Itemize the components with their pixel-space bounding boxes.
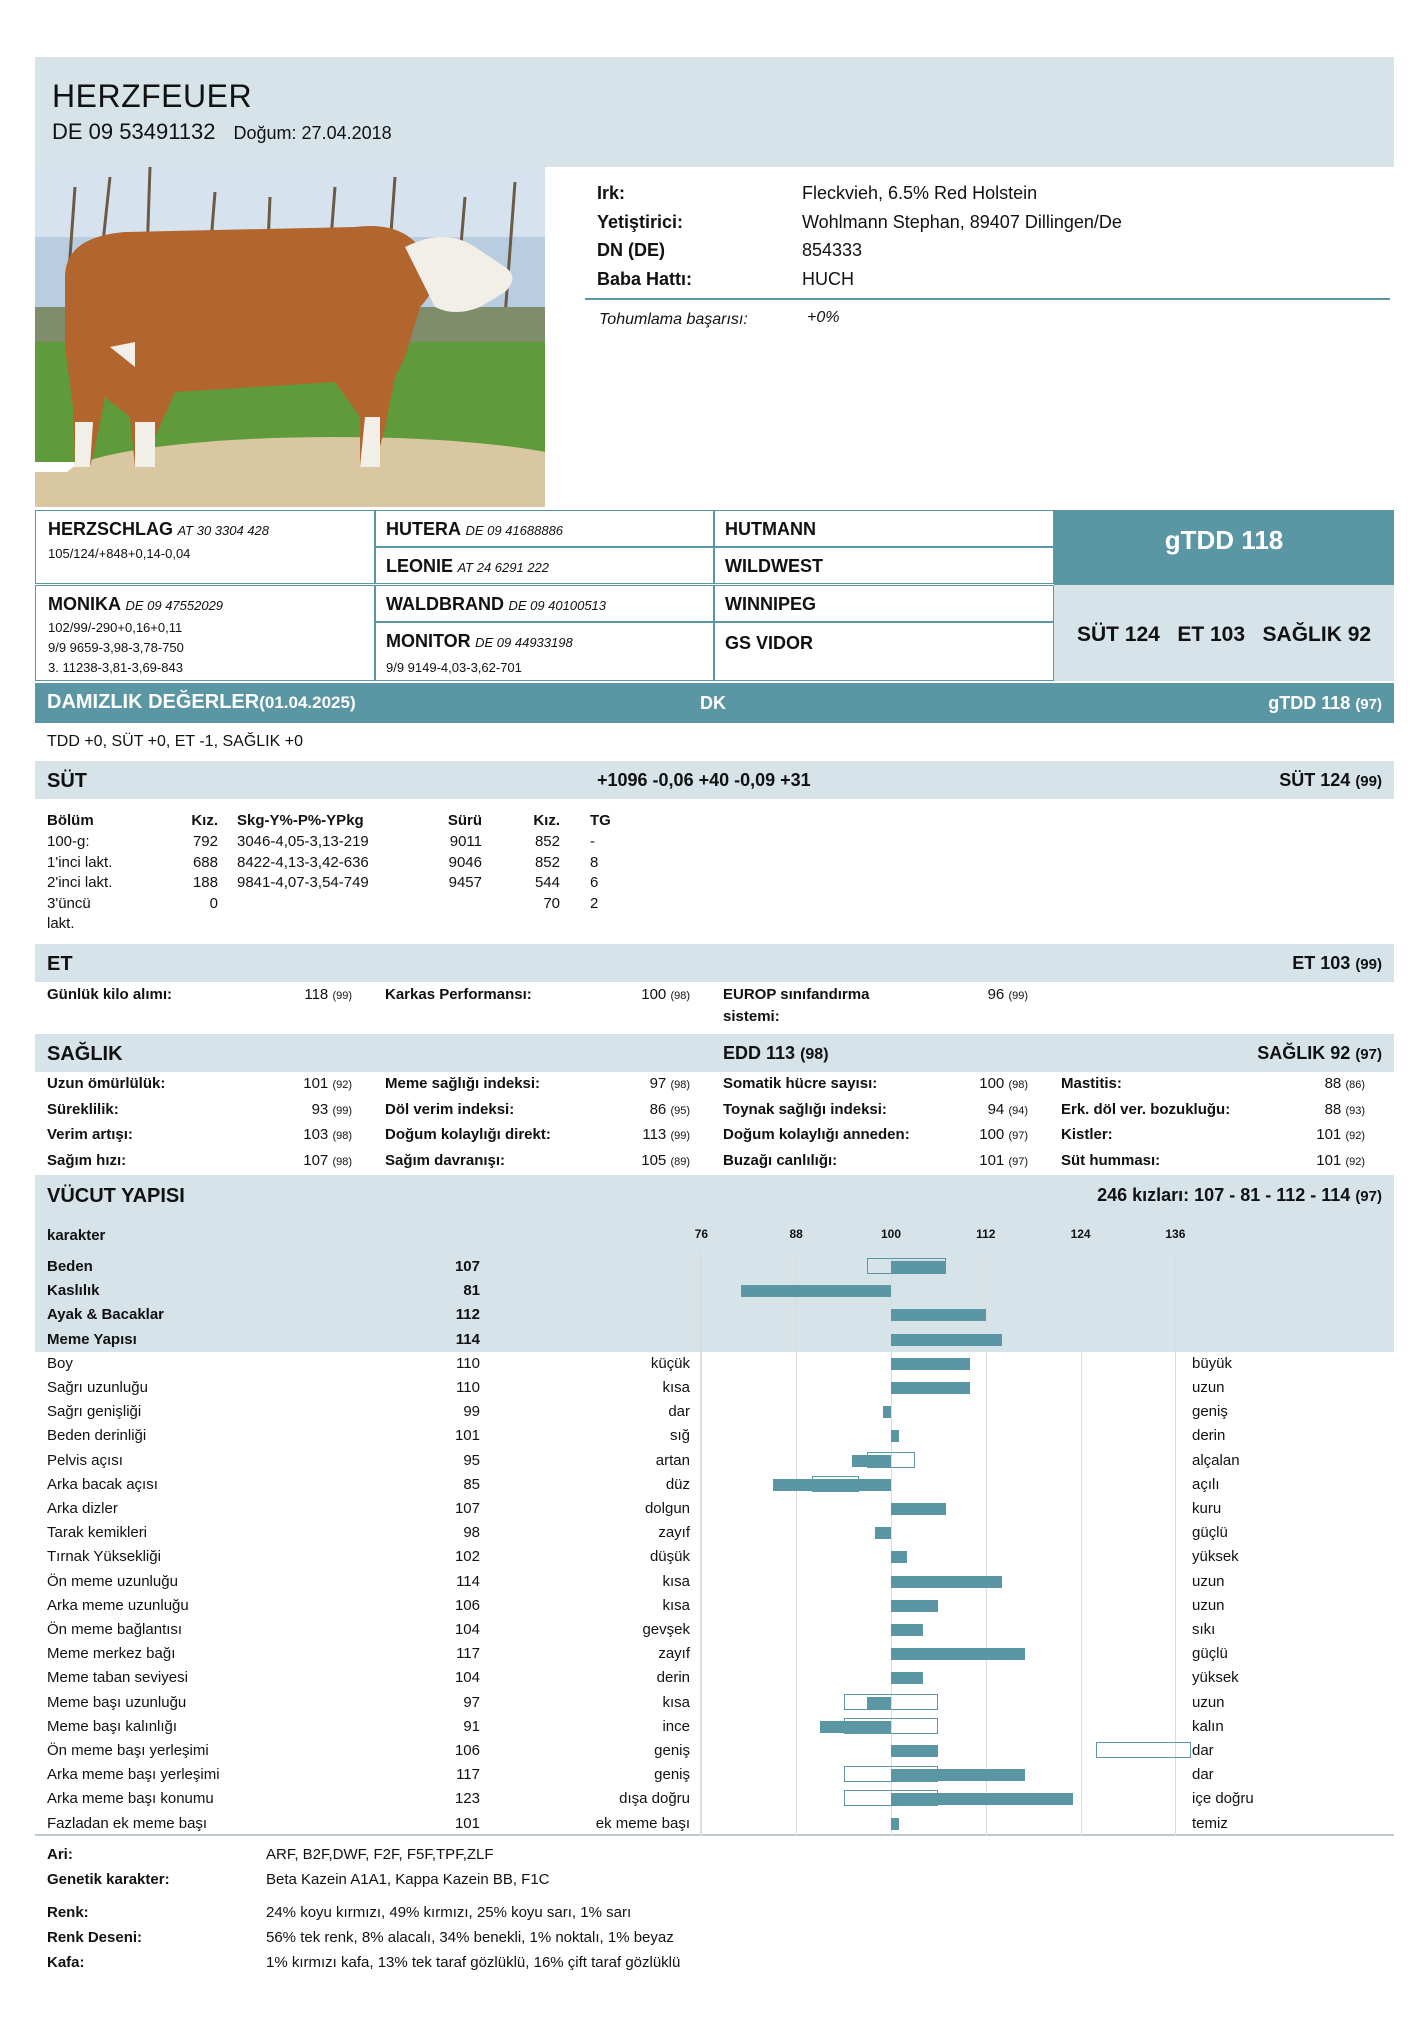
- breeder-value: Wohlmann Stephan, 89407 Dillingen/De: [802, 212, 1122, 232]
- trait-right-pole: temiz: [1192, 1814, 1228, 1832]
- health-value: 113 (99): [642, 1126, 690, 1143]
- summary-box: [1054, 585, 1394, 681]
- health-label: Kistler:: [1061, 1126, 1113, 1143]
- dss-name: WINNIPEG: [725, 594, 817, 614]
- health-value: 94 (94): [987, 1100, 1028, 1118]
- dam-line-1: 102/99/-290+0,16+0,11: [48, 620, 183, 635]
- trait-bar: [741, 1285, 891, 1297]
- health-label: Mastitis:: [1061, 1075, 1122, 1092]
- health-label: Meme sağlığı indeksi:: [385, 1075, 541, 1092]
- trait-right-pole: içe doğru: [1192, 1790, 1254, 1808]
- health-label: Uzun ömürlülük:: [47, 1075, 166, 1092]
- health-label: Toynak sağlığı indeksi:: [723, 1100, 887, 1118]
- trait-name: Arka dizler: [47, 1500, 118, 1517]
- breeding-changes: TDD +0, SÜT +0, ET -1, SAĞLIK +0: [47, 733, 303, 750]
- pedigree-sds: [714, 547, 1054, 584]
- trait-right-pole: sıkı: [1192, 1621, 1216, 1638]
- trait-right-pole: derin: [1192, 1427, 1226, 1445]
- pedigree-dds: [714, 622, 1054, 681]
- trait-name: Meme merkez bağı: [47, 1645, 176, 1663]
- trait-right-pole: dar: [1192, 1766, 1214, 1784]
- sd-name: LEONIE: [386, 556, 454, 576]
- sds-name: WILDWEST: [725, 556, 823, 576]
- trait-dam-range: [844, 1718, 939, 1734]
- health-band: [35, 1034, 1394, 1072]
- milk-cell: 1'inci lakt.: [47, 853, 113, 871]
- health-value: 93 (99): [311, 1100, 352, 1118]
- trait-bar: [891, 1672, 923, 1684]
- milk-cell: 852: [534, 833, 560, 850]
- health-label: Buzağı canlılığı:: [723, 1151, 838, 1169]
- trait-bar: [891, 1745, 938, 1757]
- milk-cell: 100-g:: [47, 833, 90, 850]
- trait-value: 117: [456, 1766, 480, 1784]
- milk-cell: 9046: [448, 853, 482, 871]
- conformation-title: VÜCUT YAPISI: [47, 1185, 185, 1207]
- milk-cell: 9457: [448, 874, 482, 891]
- ds-reg: DE 09 40100513: [508, 598, 607, 613]
- breed-label: Irk:: [597, 183, 626, 203]
- trait-left-pole: kısa: [662, 1379, 690, 1396]
- dn-value: 854333: [802, 240, 863, 260]
- health-label: Döl verim indeksi:: [385, 1100, 515, 1118]
- trait-bar: [891, 1358, 970, 1370]
- health-label: Verim artışı:: [47, 1126, 133, 1143]
- trait-value: 114: [456, 1572, 480, 1590]
- beef-europ-value: 96 (99): [987, 986, 1028, 1003]
- trait-value: 104: [454, 1669, 480, 1687]
- trait-value: 106: [454, 1742, 480, 1759]
- milk-col-header: TG: [590, 812, 611, 829]
- milk-cell: 792: [192, 833, 218, 850]
- trait-name: Kaslılık: [47, 1282, 100, 1300]
- trait-name: Ön meme başı yerleşimi: [47, 1742, 209, 1759]
- dam-line-3: 3. 11238-3,81-3,69-843: [48, 660, 183, 675]
- trait-bar: [891, 1382, 970, 1394]
- breeding-gtdd-rel: (97): [1355, 696, 1382, 713]
- trait-dam-range: [812, 1476, 859, 1492]
- footer-label: Renk Deseni:: [47, 1929, 143, 1946]
- milk-cell: 9841-4,07-3,54-749: [237, 874, 369, 891]
- trait-name: Arka meme başı konumu: [47, 1790, 214, 1808]
- health-value: 101 (92): [303, 1075, 352, 1092]
- milk-cell: -: [590, 833, 595, 850]
- animal-name: HERZFEUER: [52, 78, 253, 114]
- health-index: SAĞLIK 92: [1257, 1043, 1351, 1063]
- trait-left-pole: geniş: [654, 1742, 690, 1759]
- health-value: 105 (89): [641, 1151, 690, 1169]
- daughters-summary-rel: (97): [1355, 1188, 1382, 1205]
- pedigree-ds: [375, 585, 714, 622]
- beef-index-rel: (99): [1355, 956, 1382, 973]
- beef-daily-gain-label: Günlük kilo alımı:: [47, 986, 173, 1003]
- trait-right-pole: dar: [1192, 1742, 1214, 1759]
- footer-value: ARF, B2F,DWF, F2F, F5F,TPF,ZLF: [266, 1846, 494, 1863]
- milk-col-header: Bölüm: [47, 812, 94, 829]
- summary-values: SÜT 124 ET 103 SAĞLIK 92: [1076, 623, 1372, 646]
- health-label: Süt humması:: [1061, 1151, 1161, 1169]
- dam-reg: DE 09 47552029: [125, 598, 224, 613]
- trait-left-pole: sığ: [669, 1427, 690, 1445]
- milk-cell: 8: [590, 853, 599, 871]
- health-value: 100 (97): [979, 1126, 1028, 1143]
- trait-value: 97: [463, 1693, 480, 1711]
- trait-dam-range: [844, 1694, 939, 1710]
- trait-left-pole: dışa doğru: [619, 1790, 690, 1808]
- trait-bar: [891, 1551, 907, 1563]
- trait-bar: [891, 1576, 1002, 1588]
- trait-name: Beden: [47, 1258, 93, 1275]
- scale-tick-label: 124: [1070, 1227, 1091, 1241]
- trait-value: 101: [454, 1814, 480, 1832]
- reg-number: DE 09 53491132: [52, 119, 216, 144]
- trait-right-pole: geniş: [1192, 1403, 1228, 1421]
- info-divider: [585, 298, 1390, 300]
- health-index-rel: (97): [1355, 1046, 1382, 1063]
- trait-value: 107: [454, 1258, 480, 1275]
- daughters-summary: 246 kızları: 107 - 81 - 112 - 114: [1097, 1185, 1351, 1205]
- health-title: SAĞLIK: [47, 1043, 123, 1065]
- trait-bar: [875, 1527, 891, 1539]
- health-value: 100 (98): [979, 1075, 1028, 1092]
- insemination-label: Tohumlama başarısı:: [599, 311, 748, 328]
- trait-dam-range: [844, 1790, 939, 1806]
- milk-cell: 8422-4,13-3,42-636: [237, 853, 369, 871]
- trait-left-pole: artan: [655, 1451, 690, 1469]
- trait-name: Meme başı kalınlığı: [47, 1717, 178, 1735]
- beef-carcass-label: Karkas Performansı:: [385, 986, 532, 1003]
- pedigree-dss: [714, 585, 1054, 622]
- trait-value: 107: [454, 1500, 480, 1517]
- trait-left-pole: ek meme başı: [595, 1814, 690, 1832]
- milk-cell: 3'üncü: [47, 894, 91, 912]
- trait-right-pole: uzun: [1192, 1572, 1225, 1590]
- breeding-band: [35, 683, 1394, 723]
- trait-name: Meme taban seviyesi: [47, 1669, 188, 1687]
- milk-cell: 188: [192, 874, 218, 891]
- pedigree-ss: [375, 510, 714, 547]
- trait-left-pole: geniş: [654, 1766, 690, 1784]
- scale-tick-label: 100: [880, 1227, 902, 1241]
- health-label: Somatik hücre sayısı:: [723, 1075, 878, 1092]
- animal-reg: [52, 119, 392, 145]
- breeding-gtdd: gTDD 118: [1268, 693, 1351, 713]
- trait-right-pole: kalın: [1192, 1717, 1224, 1735]
- health-label: Süreklilik:: [47, 1100, 119, 1118]
- breed-value: Fleckvieh, 6.5% Red Holstein: [802, 183, 1038, 203]
- trait-name: Sağrı uzunluğu: [47, 1379, 148, 1396]
- trait-bar: [891, 1600, 938, 1612]
- trait-left-pole: düşük: [649, 1548, 690, 1566]
- trait-value: 104: [454, 1621, 480, 1638]
- health-label: Doğum kolaylığı direkt:: [385, 1126, 551, 1143]
- scale-tick-label: 88: [789, 1227, 803, 1241]
- dd-name: MONITOR: [386, 631, 471, 651]
- beef-carcass-value: 100 (98): [641, 986, 690, 1003]
- trait-left-pole: kısa: [662, 1572, 690, 1590]
- trait-left-pole: dolgun: [644, 1500, 690, 1517]
- trait-bar: [891, 1624, 923, 1636]
- trait-name: Sağrı genişliği: [47, 1403, 142, 1421]
- composite-band: [35, 1255, 1394, 1352]
- trait-right-pole: yüksek: [1192, 1548, 1239, 1566]
- trait-value: 117: [456, 1645, 480, 1663]
- trait-right-pole: açılı: [1192, 1475, 1220, 1493]
- trait-name: Fazladan ek meme başı: [47, 1814, 208, 1832]
- footer-value: 24% koyu kırmızı, 49% kırmızı, 25% koyu sarı, 1% sarı: [266, 1904, 632, 1921]
- ds-name: WALDBRAND: [386, 594, 504, 614]
- birth-date: Doğum: 27.04.2018: [233, 123, 392, 143]
- trait-name: Ön meme uzunluğu: [47, 1572, 178, 1590]
- milk-row-cont: lakt.: [47, 915, 75, 932]
- milk-col-header: Kız.: [191, 812, 218, 829]
- trait-value: 91: [463, 1717, 480, 1735]
- trait-right-pole: uzun: [1192, 1693, 1225, 1711]
- health-value: 88 (86): [1324, 1075, 1365, 1092]
- footer-value: Beta Kazein A1A1, Kappa Kazein BB, F1C: [266, 1871, 550, 1888]
- breeding-title: DAMIZLIK DEĞERLER: [47, 691, 260, 713]
- milk-col-header: Sürü: [447, 812, 482, 829]
- trait-name: Pelvis açısı: [47, 1451, 123, 1469]
- trait-name: Meme Yapısı: [47, 1330, 137, 1348]
- milk-cell: 2: [590, 894, 599, 912]
- trait-name: Ayak & Bacaklar: [47, 1306, 165, 1324]
- milk-index-rel: (99): [1355, 773, 1382, 790]
- sire-name: HERZSCHLAG: [48, 519, 173, 539]
- chart-border-line: [700, 1250, 701, 1836]
- scale-gridline: [701, 1250, 702, 1836]
- health-value: 107 (98): [303, 1151, 352, 1169]
- health-value: 103 (98): [303, 1126, 352, 1143]
- trait-value: 102: [454, 1548, 480, 1566]
- trait-value: 99: [463, 1403, 480, 1421]
- beef-title: ET: [47, 953, 73, 975]
- beef-europ-label: EUROP sınıfandırma: [723, 986, 870, 1003]
- sd-reg: AT 24 6291 222: [457, 560, 550, 575]
- trait-bar: [891, 1430, 899, 1442]
- trait-dam-range: [844, 1766, 939, 1782]
- trait-right-pole: büyük: [1192, 1354, 1233, 1372]
- ss-reg: DE 09 41688886: [465, 523, 564, 538]
- dd-line: 9/9 9149-4,03-3,62-701: [386, 660, 522, 675]
- dds-name: GS VIDOR: [725, 633, 814, 653]
- gtdd-value: gTDD 118: [1164, 525, 1284, 555]
- insemination-value: +0%: [807, 309, 840, 326]
- pedigree-dam: [35, 585, 375, 681]
- milk-center: +1096 -0,06 +40 -0,09 +31: [597, 770, 811, 790]
- breeding-date: (01.04.2025): [259, 693, 356, 712]
- trait-bar: [891, 1334, 1002, 1346]
- trait-name: Tarak kemikleri: [47, 1524, 148, 1542]
- breeder-label: Yetiştirici:: [597, 212, 684, 232]
- health-label: Doğum kolaylığı anneden:: [723, 1126, 910, 1143]
- breeding-center: DK: [700, 693, 726, 713]
- ss-name: HUTERA: [386, 519, 461, 539]
- trait-value: 106: [454, 1596, 480, 1614]
- beef-band: [35, 944, 1394, 982]
- trait-name: Arka meme başı yerleşimi: [47, 1766, 220, 1784]
- trait-value: 123: [454, 1790, 480, 1808]
- milk-cell: 2'inci lakt.: [47, 874, 113, 891]
- pedigree-sire: [35, 510, 375, 584]
- trait-right-pole: kuru: [1192, 1500, 1222, 1517]
- dam-line-2: 9/9 9659-3,98-3,78-750: [48, 640, 184, 655]
- trait-right-pole: yüksek: [1192, 1669, 1239, 1687]
- milk-title: SÜT: [47, 770, 87, 792]
- conformation-band: [35, 1175, 1394, 1215]
- health-value: 101 (92): [1316, 1151, 1365, 1169]
- trait-value: 81: [463, 1282, 480, 1300]
- milk-cell: 70: [543, 894, 560, 912]
- trait-dam-range: [867, 1258, 946, 1274]
- pedigree-sd: [375, 547, 714, 584]
- trait-right-pole: alçalan: [1192, 1451, 1240, 1469]
- milk-index: SÜT 124: [1279, 770, 1351, 790]
- health-value: 97 (98): [649, 1075, 690, 1092]
- health-label: Sağım davranışı:: [385, 1151, 506, 1169]
- trait-value: 101: [454, 1427, 480, 1445]
- pedigree-dd: [375, 622, 714, 681]
- footer-divider: [35, 1834, 1394, 1836]
- trait-dam-range: [867, 1452, 914, 1468]
- beef-daily-gain-value: 118 (99): [304, 986, 352, 1003]
- sire-line-value: HUCH: [802, 269, 854, 289]
- health-value: 101 (97): [979, 1151, 1028, 1169]
- sire-reg: AT 30 3304 428: [177, 523, 270, 538]
- dn-label: DN (DE): [597, 240, 665, 260]
- trait-right-pole: uzun: [1192, 1379, 1225, 1396]
- milk-cell: 9011: [449, 833, 482, 850]
- trait-value: 114: [455, 1330, 480, 1348]
- trait-right-pole: uzun: [1192, 1596, 1225, 1614]
- trait-left-pole: gevşek: [642, 1621, 690, 1638]
- milk-col-header: Skg-Y%-P%-YPkg: [237, 812, 364, 829]
- trait-name: Arka meme uzunluğu: [47, 1596, 189, 1614]
- trait-name: Arka bacak açısı: [47, 1475, 158, 1493]
- milk-cell: 3046-4,05-3,13-219: [237, 833, 369, 850]
- beef-index: ET 103: [1292, 953, 1351, 973]
- health-value: 86 (95): [649, 1100, 690, 1118]
- health-edd: EDD 113: [723, 1043, 796, 1063]
- footer-value: 1% kırmızı kafa, 13% tek taraf gözlüklü, 16% çift taraf gözlüklü: [266, 1954, 681, 1971]
- trait-left-pole: kısa: [662, 1693, 690, 1711]
- trait-name: Meme başı uzunluğu: [47, 1693, 187, 1711]
- footer-label: Renk:: [47, 1904, 89, 1921]
- trait-bar: [883, 1406, 891, 1418]
- milk-col-header: Kız.: [533, 812, 560, 829]
- trait-value: 110: [456, 1354, 480, 1372]
- pedigree-sss: [714, 510, 1054, 547]
- trait-value: 110: [456, 1379, 480, 1396]
- trait-right-pole: güçlü: [1192, 1645, 1228, 1663]
- footer-label: Genetik karakter:: [47, 1871, 170, 1888]
- milk-cell: 688: [192, 853, 218, 871]
- dd-reg: DE 09 44933198: [475, 635, 573, 650]
- sire-line: 105/124/+848+0,14-0,04: [48, 546, 191, 561]
- dam-name: MONIKA: [48, 594, 121, 614]
- milk-cell: 6: [590, 874, 599, 891]
- trait-value: 112: [455, 1306, 480, 1324]
- trait-bar: [891, 1309, 986, 1321]
- trait-left-pole: zayıf: [658, 1524, 690, 1542]
- trait-left-pole: dar: [668, 1403, 690, 1421]
- scale-gridline: [796, 1250, 797, 1836]
- scale-gridline: [1081, 1250, 1082, 1836]
- trait-value: 85: [463, 1475, 480, 1493]
- footer-label: Ari:: [47, 1846, 73, 1863]
- sire-line-label: Baba Hattı:: [597, 269, 693, 289]
- health-value: 88 (93): [1324, 1100, 1365, 1118]
- trait-right-pole: güçlü: [1192, 1524, 1228, 1542]
- milk-band: [35, 761, 1394, 799]
- milk-cell: 852: [534, 853, 560, 871]
- trait-left-pole: kısa: [662, 1596, 690, 1614]
- gtdd-box: [1054, 510, 1394, 585]
- trait-left-pole: küçük: [650, 1354, 690, 1372]
- health-label: Erk. döl ver. bozukluğu:: [1061, 1100, 1231, 1118]
- scale-tick-label: 112: [976, 1227, 996, 1241]
- trait-name: Tırnak Yüksekliği: [47, 1548, 161, 1566]
- footer-value: 56% tek renk, 8% alacalı, 34% benekli, 1% noktalı, 1% beyaz: [266, 1929, 674, 1946]
- trait-column-header: karakter: [47, 1227, 106, 1244]
- trait-name: Beden derinliği: [47, 1427, 147, 1445]
- trait-left-pole: derin: [656, 1669, 690, 1687]
- milk-cell: 0: [209, 894, 218, 912]
- trait-left-pole: ince: [662, 1717, 690, 1735]
- footer-label: Kafa:: [47, 1954, 85, 1971]
- trait-bar: [891, 1648, 1025, 1660]
- trait-value: 98: [463, 1524, 480, 1542]
- trait-bar: [891, 1503, 946, 1515]
- sss-name: HUTMANN: [725, 519, 816, 539]
- trait-left-pole: zayıf: [658, 1645, 690, 1663]
- scale-tick-label: 136: [1165, 1227, 1186, 1241]
- milk-cell: 544: [534, 874, 560, 891]
- trait-name: Ön meme bağlantısı: [47, 1621, 183, 1638]
- beef-europ-label-2: sistemi:: [723, 1008, 780, 1025]
- trait-left-pole: düz: [665, 1475, 690, 1493]
- trait-value: 95: [463, 1451, 480, 1469]
- health-label: Sağım hızı:: [47, 1151, 127, 1169]
- trait-bar: [891, 1818, 899, 1830]
- trait-dam-range: [1096, 1742, 1191, 1758]
- trait-name: Boy: [47, 1354, 73, 1372]
- bull-photo: [35, 167, 545, 507]
- health-value: 101 (92): [1316, 1126, 1365, 1143]
- health-edd-rel: (98): [800, 1046, 829, 1063]
- scale-tick-label: 76: [694, 1227, 709, 1241]
